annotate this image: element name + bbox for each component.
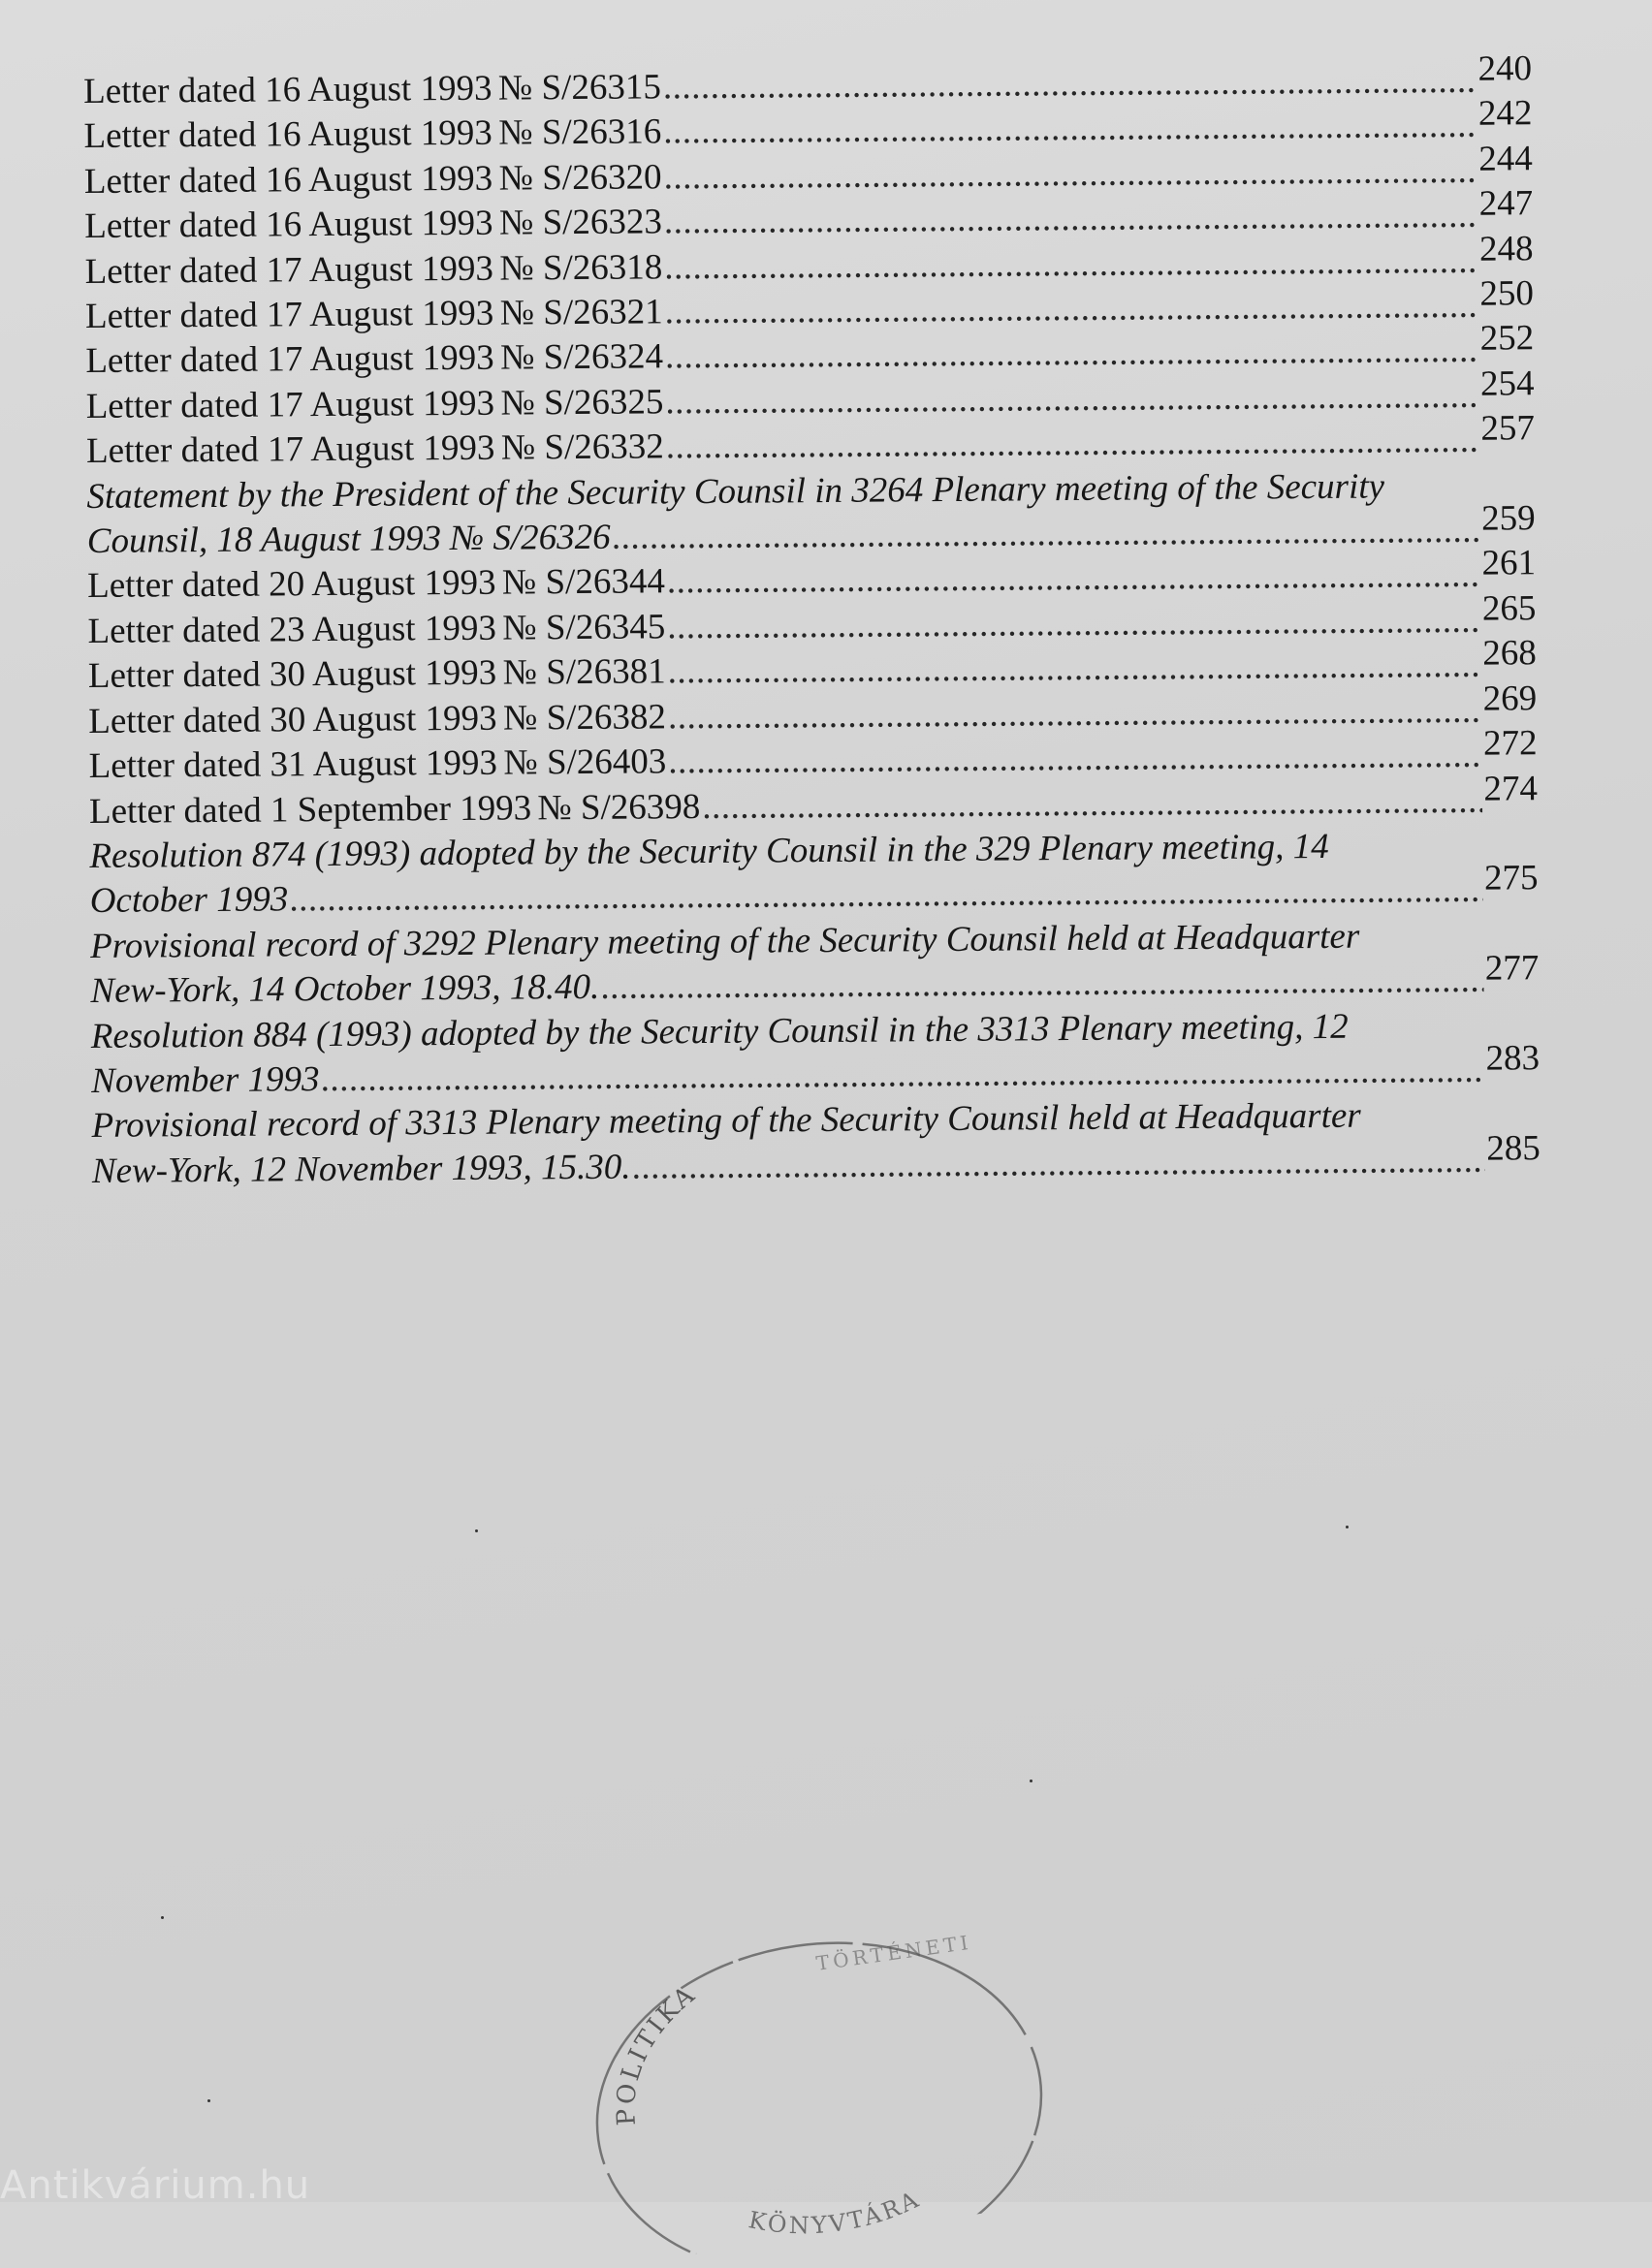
toc-entry-multiline [91, 1093, 1541, 1195]
entry-page: 244 [1478, 139, 1533, 179]
leader-dots [664, 194, 1477, 245]
entry-page: 257 [1480, 408, 1536, 449]
leader-dots [702, 778, 1482, 830]
leader-dots [601, 959, 1483, 1011]
entry-ref: № S/26324 [499, 336, 664, 379]
entry-page: 275 [1483, 858, 1539, 898]
stamp-text-top: POLITIKA [611, 1978, 703, 2126]
leader-dots [663, 104, 1477, 155]
dust-speck [1030, 1780, 1032, 1782]
entry-ref: № S/26382 [502, 696, 667, 739]
entry-title-cont: New-York, 12 November 1993, 15.30. [91, 1147, 631, 1191]
entry-title-cont: November 1993 [91, 1059, 320, 1101]
entry-ref: № S/26315 [497, 67, 662, 109]
leader-dots [613, 509, 1480, 560]
entry-title: Letter dated 23 August 1993 [87, 608, 497, 651]
leader-dots [667, 599, 1480, 650]
entry-ref: № S/26318 [499, 246, 663, 289]
entry-page: 265 [1481, 588, 1537, 629]
entry-page: 259 [1481, 498, 1536, 539]
entry-ref: № S/26332 [500, 426, 664, 468]
entry-ref: № S/26345 [502, 607, 666, 648]
entry-ref: № S/26344 [501, 561, 666, 604]
library-stamp [553, 1880, 1096, 2267]
entry-page: 283 [1485, 1038, 1541, 1079]
stamp-text-top-2: TÖRTÉNETI [814, 1930, 973, 1975]
entry-page: 272 [1482, 723, 1538, 764]
toc-entry-multiline [90, 913, 1540, 1015]
entry-title: Letter dated 16 August 1993 [83, 68, 492, 111]
entry-title: Letter dated 16 August 1993 [84, 203, 493, 247]
entry-title: Letter dated 16 August 1993 [83, 158, 493, 202]
entry-ref: № S/26398 [537, 786, 701, 828]
leader-dots [665, 284, 1478, 335]
table-of-contents [83, 48, 1541, 1194]
entry-page: 240 [1477, 48, 1533, 89]
entry-title: Resolution 874 (1993) adopted by the Security Counsil in the 329 Plenary meeting, 14 [89, 826, 1329, 876]
entry-ref: № S/26325 [500, 382, 664, 424]
entry-ref: № S/26316 [498, 111, 662, 154]
entry-title: Provisional record of 3313 Plenary meeting of the Security Counsil held at Headquarter [91, 1096, 1361, 1147]
entry-page: 252 [1479, 318, 1535, 360]
entry-page: 242 [1477, 93, 1533, 135]
entry-page: 254 [1479, 363, 1535, 404]
entry-title-cont: October 1993 [89, 879, 289, 922]
entry-ref: № S/26320 [498, 157, 662, 199]
leader-dots [667, 553, 1480, 605]
entry-title: Letter dated 31 August 1993 [88, 742, 498, 787]
entry-page: 250 [1479, 273, 1535, 314]
entry-title-cont: New-York, 14 October 1993, 18.40. [90, 966, 600, 1012]
toc-entry-multiline [89, 823, 1539, 925]
leader-dots [665, 374, 1478, 425]
leader-dots [665, 329, 1478, 380]
entry-title: Letter dated 17 August 1993 [84, 293, 494, 337]
entry-title-cont: Counsil, 18 August 1993 № S/26326 [86, 517, 611, 562]
dust-speck [207, 2099, 210, 2102]
toc-entry-multiline [91, 1003, 1541, 1105]
entry-page: 268 [1482, 633, 1537, 674]
entry-title: Letter dated 1 September 1993 [88, 787, 532, 832]
entry-title: Letter dated 30 August 1993 [87, 652, 497, 697]
entry-ref: № S/26323 [498, 202, 663, 243]
leader-dots [667, 644, 1480, 695]
entry-ref: № S/26321 [499, 292, 663, 333]
entry-page: 277 [1484, 948, 1540, 989]
leader-dots [663, 59, 1477, 110]
entry-ref: № S/26381 [502, 651, 666, 693]
entry-ref: № S/26403 [503, 741, 667, 783]
entry-page: 285 [1486, 1127, 1541, 1169]
dust-speck [1346, 1526, 1349, 1528]
entry-page: 247 [1478, 183, 1534, 224]
entry-title: Letter dated 20 August 1993 [87, 563, 496, 607]
stamp-text-bottom: KÖNYVTÁRA [746, 2185, 926, 2240]
leader-dots [663, 149, 1477, 201]
entry-title: Letter dated 17 August 1993 [85, 427, 495, 472]
entry-title: Provisional record of 3292 Plenary meeting of the Security Counsil held at Headquarter [89, 916, 1360, 966]
dust-speck [475, 1529, 478, 1532]
entry-page: 269 [1482, 677, 1538, 719]
entry-title: Resolution 884 (1993) adopted by the Security Counsil in the 3313 Plenary meeting, 12 [90, 1006, 1349, 1056]
entry-title: Statement by the President of the Security Counsil in 3264 Plenary meeting of the Security [86, 466, 1385, 517]
leader-dots [668, 688, 1481, 740]
entry-page: 248 [1478, 228, 1534, 269]
leader-dots [664, 238, 1477, 290]
entry-title: Letter dated 30 August 1993 [88, 698, 497, 741]
entry-title: Letter dated 17 August 1993 [85, 383, 495, 426]
entry-page: 274 [1483, 768, 1539, 809]
leader-dots [668, 734, 1481, 785]
entry-page: 261 [1481, 543, 1537, 584]
watermark: Antikvárium.hu [0, 2163, 311, 2208]
dust-speck [161, 1916, 164, 1919]
toc-entry-multiline [86, 463, 1536, 565]
entry-title: Letter dated 17 August 1993 [84, 248, 494, 292]
entry-title: Letter dated 16 August 1993 [83, 113, 493, 157]
leader-dots [632, 1138, 1484, 1189]
leader-dots [666, 419, 1479, 470]
entry-title: Letter dated 17 August 1993 [85, 338, 494, 382]
